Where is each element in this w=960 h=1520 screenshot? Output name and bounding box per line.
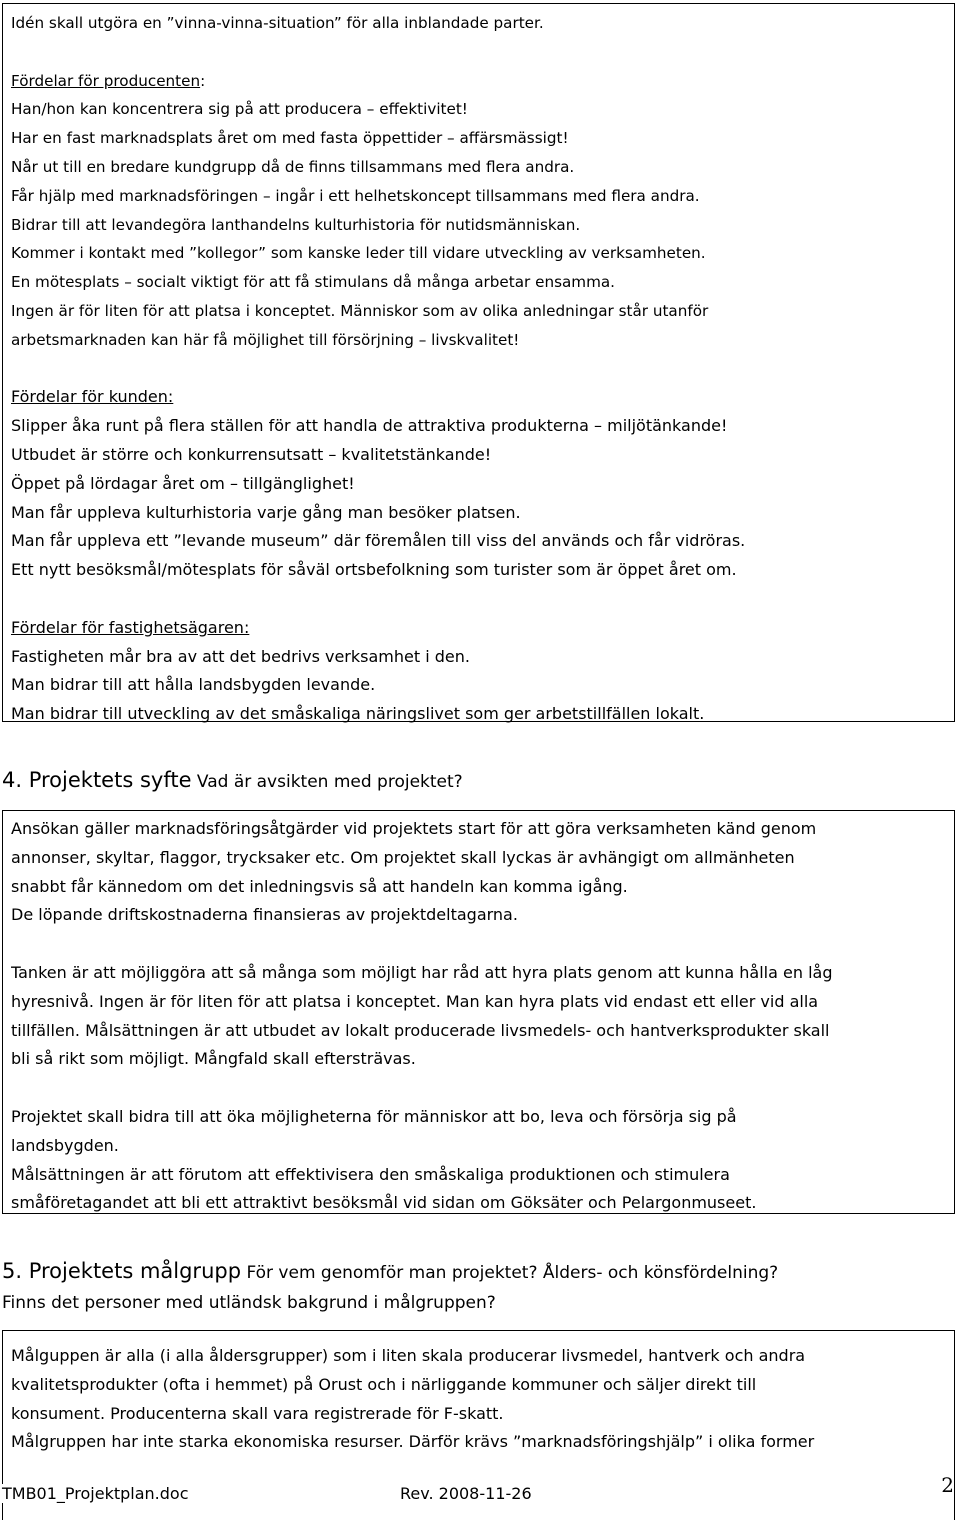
section-4-heading (2, 768, 463, 792)
customer-line: Man får uppleva kulturhistoria varje gång man besöker platsen. (11, 502, 521, 522)
customer-line: Öppet på lördagar året om – tillgänglighet! (11, 473, 355, 493)
producer-line: Ingen är för liten för att platsa i konceptet. Människor som av olika anledningar står utanför (11, 301, 709, 320)
purpose-line: Tanken är att möjliggöra att så många som möjligt har råd att hyra plats genom att kunna hålla en låg (11, 962, 833, 982)
purpose-line: Projektet skall bidra till att öka möjligheterna för människor att bo, leva och försörja sig på (11, 1106, 737, 1126)
producer-line: Har en fast marknadsplats året om med fasta öppettider – affärsmässigt! (11, 129, 569, 148)
section-5-title: 5. Projektets målgrupp (2, 1259, 242, 1283)
producer-line: arbetsmarknaden kan här få möjlighet till försörjning – livskvalitet! (11, 330, 520, 349)
owner-heading: Fördelar för fastighetsägaren: (11, 617, 250, 637)
customer-line: Slipper åka runt på flera ställen för att handla de attraktiva produkterna – miljötänkande! (11, 416, 728, 436)
section-5-question-line-2: Finns det personer med utländsk bakgrund i målgruppen? (2, 1293, 496, 1313)
purpose-line: tillfällen. Målsättningen är att utbudet av lokalt producerade livsmedels- och hantverksprodukter skall (11, 1020, 830, 1040)
target-line: kvalitetsprodukter (ofta i hemmet) på Orust och i närliggande kommuner och säljer direkt till (11, 1374, 757, 1394)
section-5-heading (2, 1259, 778, 1283)
producer-line: Får hjälp med marknadsföringen – ingår i ett helhetskoncept tillsammans med flera andra. (11, 186, 700, 205)
page-number: 2 (941, 1473, 954, 1497)
producer-line: Når ut till en bredare kundgrupp då de finns tillsammans med flera andra. (11, 157, 575, 176)
producer-heading-colon: : (200, 71, 206, 90)
producer-line: Bidrar till att levandegöra lanthandelns kulturhistoria för nutidsmänniskan. (11, 215, 581, 234)
producer-line: En mötesplats – socialt viktigt för att få stimulans då många arbetar ensamma. (11, 273, 616, 292)
purpose-line: hyresnivå. Ingen är för liten för att platsa i konceptet. Man kan hyra plats vid endast ett eller vid alla (11, 991, 819, 1011)
purpose-line: landsbygden. (11, 1135, 119, 1155)
customer-heading: Fördelar för kunden: (11, 387, 174, 407)
customer-line: Ett nytt besöksmål/mötesplats för såväl ortsbefolkning som turister som är öppet året om. (11, 560, 737, 580)
section-4-question: Vad är avsikten med projektet? (196, 772, 463, 792)
purpose-box (2, 810, 955, 1214)
target-line: Målgruppen har inte starka ekonomiska resurser. Därför krävs ”marknadsföringshjälp” i olika former (11, 1432, 815, 1452)
intro-text: Idén skall utgöra en ”vinna-vinna-situation” för alla inblandade parter. (11, 14, 544, 32)
purpose-line: De löpande driftskostnaderna finansieras av projektdeltagarna. (11, 905, 518, 925)
section-4-title: 4. Projektets syfte (2, 768, 192, 792)
purpose-line: Ansökan gäller marknadsföringsåtgärder vid projektets start för att göra verksamheten känd genom (11, 819, 817, 838)
target-line: Målguppen är alla (i alla åldersgrupper) som i liten skala producerar livsmedel, hantverk och andra (11, 1346, 806, 1365)
owner-line: Man bidrar till att hålla landsbygden levande. (11, 675, 376, 695)
purpose-line: Målsättningen är att förutom att effektivisera den småskaliga produktionen och stimulera (11, 1164, 730, 1184)
footer-revision: Rev. 2008-11-26 (400, 1484, 532, 1503)
producer-line: Kommer i kontakt med ”kollegor” som kanske leder till vidare utveckling av verksamheten. (11, 244, 706, 263)
purpose-line: snabbt får kännedom om det inledningsvis så att handeln kan komma igång. (11, 876, 628, 896)
producer-line: Han/hon kan koncentrera sig på att producera – effektivitet! (11, 100, 468, 119)
customer-line: Utbudet är större och konkurrensutsatt – kvalitetstänkande! (11, 444, 492, 464)
target-line: konsument. Producenterna skall vara registrerade för F-skatt. (11, 1403, 504, 1423)
customer-line: Man får uppleva ett ”levande museum” där föremålen till viss del används och får vidröras. (11, 531, 746, 551)
producer-heading (11, 67, 954, 96)
footer-filename: TMB01_Projektplan.doc (2, 1484, 189, 1503)
purpose-line: annonser, skyltar, flaggor, trycksaker etc. Om projektet skall lyckas är avhängigt om allmänheten (11, 847, 795, 867)
purpose-line: bli så rikt som möjligt. Mångfald skall eftersträvas. (11, 1049, 416, 1069)
advantages-box (2, 3, 955, 722)
section-5-question: För vem genomför man projektet? Ålders- och könsfördelning? (246, 1263, 779, 1283)
owner-line: Man bidrar till utveckling av det småskaliga näringslivet som ger arbetstillfällen lokalt. (11, 704, 705, 724)
owner-line: Fastigheten mår bra av att det bedrivs verksamhet i den. (11, 646, 470, 666)
producer-heading-text: Fördelar för producenten (11, 71, 201, 90)
purpose-line: småföretagandet att bli ett attraktivt besöksmål vid sidan om Göksäter och Pelargonmuseet. (11, 1193, 757, 1213)
